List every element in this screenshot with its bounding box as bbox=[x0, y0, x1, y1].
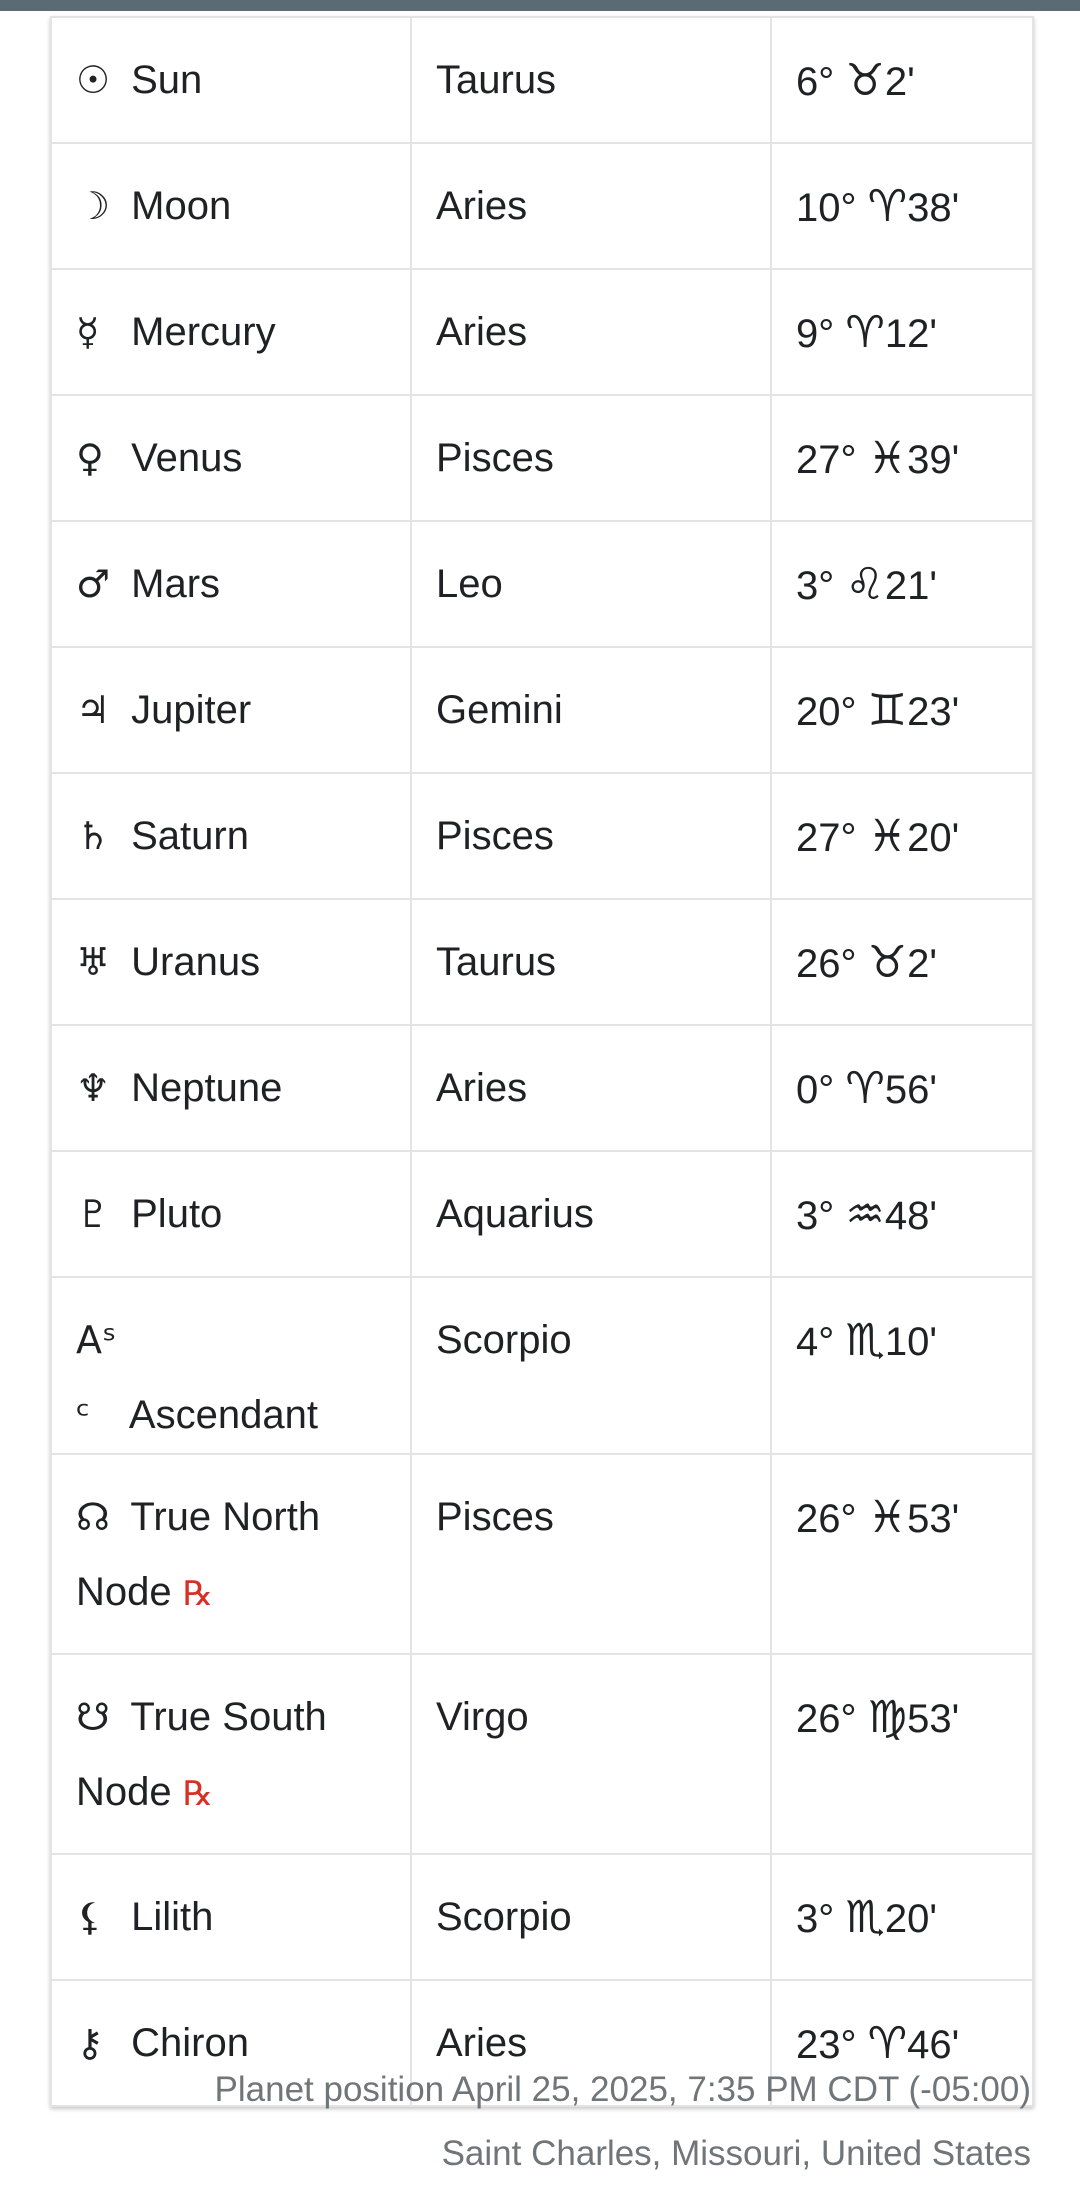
position-cell bbox=[771, 773, 1033, 899]
aries-sign-icon: ♈ bbox=[867, 2018, 908, 2069]
sign-cell bbox=[411, 899, 771, 1025]
sign-cell bbox=[411, 1454, 771, 1654]
virgo-sign-icon: ♍ bbox=[867, 1692, 908, 1743]
location-caption: Saint Charles, Missouri, United States bbox=[441, 2134, 1031, 2173]
minute-value: 53' bbox=[907, 1497, 960, 1541]
table-body bbox=[51, 17, 1033, 2106]
degree-value: 26° bbox=[796, 942, 857, 986]
scorpio-sign-icon: ♏ bbox=[845, 1315, 885, 1366]
table-row bbox=[51, 1025, 1033, 1151]
timestamp-caption: Planet position April 25, 2025, 7:35 PM CDT (-05:00) bbox=[214, 2070, 1031, 2109]
position-cell bbox=[771, 1854, 1033, 1980]
sign-name: Virgo bbox=[436, 1695, 529, 1739]
sign-cell bbox=[411, 269, 771, 395]
planet-name: Moon bbox=[131, 184, 232, 228]
planet-name: Pluto bbox=[131, 1192, 223, 1236]
planet-name: Chiron bbox=[131, 2021, 249, 2065]
sign-cell bbox=[411, 647, 771, 773]
minute-value: 48' bbox=[884, 1194, 937, 1238]
sign-cell bbox=[411, 521, 771, 647]
minute-value: 46' bbox=[907, 2023, 960, 2067]
sign-cell bbox=[411, 143, 771, 269]
planet-name: Uranus bbox=[131, 940, 261, 984]
sign-cell bbox=[411, 17, 771, 143]
planet-cell bbox=[51, 1654, 411, 1854]
degree-value: 27° bbox=[796, 816, 857, 860]
position-cell bbox=[771, 1454, 1033, 1654]
position-cell bbox=[771, 1277, 1033, 1454]
pisces-sign-icon: ♓ bbox=[867, 433, 908, 484]
minute-value: 2' bbox=[907, 942, 937, 986]
degree-value: 3° bbox=[796, 1194, 835, 1238]
degree-value: 20° bbox=[796, 690, 857, 734]
minute-value: 21' bbox=[884, 564, 937, 608]
mercury-icon: ☿ bbox=[76, 310, 100, 354]
sign-name: Aries bbox=[436, 1066, 528, 1110]
degree-value: 3° bbox=[796, 564, 835, 608]
north-node-icon: ☊ bbox=[76, 1495, 110, 1539]
sign-name: Aries bbox=[436, 184, 528, 228]
position-cell bbox=[771, 17, 1033, 143]
planet-name: Mercury bbox=[131, 310, 276, 354]
degree-value: 10° bbox=[796, 186, 857, 230]
planet-name: Saturn bbox=[131, 814, 249, 858]
planet-name: True South Node bbox=[76, 1695, 327, 1814]
degree-value: 9° bbox=[796, 312, 835, 356]
minute-value: 56' bbox=[884, 1068, 937, 1112]
retrograde-icon: ℞ bbox=[182, 1574, 214, 1614]
sign-cell bbox=[411, 773, 771, 899]
aquarius-sign-icon: ♒ bbox=[845, 1189, 885, 1240]
position-cell bbox=[771, 395, 1033, 521]
planet-name: Lilith bbox=[131, 1895, 214, 1939]
planet-cell bbox=[51, 1025, 411, 1151]
degree-value: 26° bbox=[796, 1497, 857, 1541]
scorpio-sign-icon: ♏ bbox=[845, 1892, 885, 1943]
sign-cell bbox=[411, 1025, 771, 1151]
top-bar-strip bbox=[0, 0, 1080, 11]
degree-value: 26° bbox=[796, 1697, 857, 1741]
degree-value: 0° bbox=[796, 1068, 835, 1112]
planet-name: Ascendant bbox=[128, 1393, 318, 1437]
planet-name: Sun bbox=[131, 58, 203, 102]
position-cell bbox=[771, 269, 1033, 395]
minute-value: 23' bbox=[907, 690, 960, 734]
sign-name: Gemini bbox=[436, 688, 563, 732]
degree-value: 6° bbox=[796, 60, 835, 104]
position-cell bbox=[771, 899, 1033, 1025]
aries-sign-icon: ♈ bbox=[867, 181, 908, 232]
planet-cell bbox=[51, 773, 411, 899]
leo-sign-icon: ♌ bbox=[845, 559, 885, 610]
sign-name: Pisces bbox=[436, 436, 554, 480]
table-row bbox=[51, 1454, 1033, 1654]
table-row bbox=[51, 773, 1033, 899]
sign-name: Taurus bbox=[436, 940, 557, 984]
position-cell bbox=[771, 1151, 1033, 1277]
table-row bbox=[51, 17, 1033, 143]
sign-cell bbox=[411, 1854, 771, 1980]
sign-name: Aries bbox=[436, 310, 528, 354]
planet-cell bbox=[51, 1854, 411, 1980]
ascendant-icon: Aˢᶜ bbox=[76, 1318, 117, 1437]
table-row bbox=[51, 1654, 1033, 1854]
sign-name: Aquarius bbox=[436, 1192, 594, 1236]
planet-name: Mars bbox=[131, 562, 221, 606]
position-cell bbox=[771, 143, 1033, 269]
sign-cell bbox=[411, 1654, 771, 1854]
degree-value: 4° bbox=[796, 1320, 835, 1364]
planet-cell bbox=[51, 521, 411, 647]
sign-cell bbox=[411, 1151, 771, 1277]
minute-value: 10' bbox=[884, 1320, 937, 1364]
table-row bbox=[51, 521, 1033, 647]
uranus-icon: ♅ bbox=[76, 940, 111, 984]
lilith-icon: ⚸ bbox=[76, 1895, 104, 1939]
minute-value: 12' bbox=[884, 312, 937, 356]
planet-cell bbox=[51, 899, 411, 1025]
neptune-icon: ♆ bbox=[76, 1066, 111, 1110]
table-row bbox=[51, 647, 1033, 773]
aries-sign-icon: ♈ bbox=[845, 1063, 885, 1114]
jupiter-icon: ♃ bbox=[76, 688, 111, 732]
position-cell bbox=[771, 1025, 1033, 1151]
table-row bbox=[51, 269, 1033, 395]
planet-cell bbox=[51, 1454, 411, 1654]
taurus-sign-icon: ♉ bbox=[867, 937, 908, 988]
sign-cell bbox=[411, 1277, 771, 1454]
planet-name: Venus bbox=[131, 436, 243, 480]
sign-cell bbox=[411, 395, 771, 521]
table-row bbox=[51, 899, 1033, 1025]
taurus-sign-icon: ♉ bbox=[845, 55, 885, 106]
sign-name: Pisces bbox=[436, 1495, 554, 1539]
planet-cell bbox=[51, 395, 411, 521]
table-row bbox=[51, 1151, 1033, 1277]
planet-name: Jupiter bbox=[131, 688, 252, 732]
planet-positions-table bbox=[50, 16, 1034, 2107]
planet-name: Neptune bbox=[131, 1066, 283, 1110]
sun-icon: ☉ bbox=[76, 58, 111, 102]
sign-name: Aries bbox=[436, 2021, 528, 2065]
planet-cell bbox=[51, 269, 411, 395]
planet-cell bbox=[51, 1277, 411, 1454]
minute-value: 38' bbox=[907, 186, 960, 230]
table-row bbox=[51, 143, 1033, 269]
minute-value: 20' bbox=[907, 816, 960, 860]
minute-value: 2' bbox=[884, 60, 915, 104]
table-row bbox=[51, 1277, 1033, 1454]
table-row bbox=[51, 1854, 1033, 1980]
moon-icon: ☽ bbox=[76, 184, 111, 228]
degree-value: 3° bbox=[796, 1897, 835, 1941]
retrograde-icon: ℞ bbox=[182, 1774, 214, 1814]
mars-icon: ♂ bbox=[76, 562, 111, 606]
sign-name: Scorpio bbox=[436, 1318, 572, 1362]
position-cell bbox=[771, 647, 1033, 773]
planet-cell bbox=[51, 17, 411, 143]
degree-value: 27° bbox=[796, 438, 857, 482]
venus-icon: ♀ bbox=[76, 436, 104, 480]
planet-cell bbox=[51, 1151, 411, 1277]
table-row bbox=[51, 395, 1033, 521]
degree-value: 23° bbox=[796, 2023, 857, 2067]
chiron-icon: ⚷ bbox=[76, 2021, 104, 2065]
planet-cell bbox=[51, 143, 411, 269]
pluto-icon: ♇ bbox=[76, 1192, 111, 1236]
aries-sign-icon: ♈ bbox=[845, 307, 885, 358]
pisces-sign-icon: ♓ bbox=[867, 1492, 908, 1543]
sign-name: Pisces bbox=[436, 814, 554, 858]
sign-name: Taurus bbox=[436, 58, 557, 102]
planet-cell bbox=[51, 647, 411, 773]
minute-value: 39' bbox=[907, 438, 960, 482]
position-cell bbox=[771, 521, 1033, 647]
position-cell bbox=[771, 1654, 1033, 1854]
south-node-icon: ☋ bbox=[76, 1695, 110, 1739]
saturn-icon: ♄ bbox=[76, 814, 111, 858]
sign-name: Scorpio bbox=[436, 1895, 572, 1939]
sign-name: Leo bbox=[436, 562, 503, 606]
gemini-sign-icon: ♊ bbox=[867, 685, 908, 736]
pisces-sign-icon: ♓ bbox=[867, 811, 908, 862]
minute-value: 20' bbox=[884, 1897, 937, 1941]
planet-name: True North Node bbox=[76, 1495, 321, 1614]
minute-value: 53' bbox=[907, 1697, 960, 1741]
